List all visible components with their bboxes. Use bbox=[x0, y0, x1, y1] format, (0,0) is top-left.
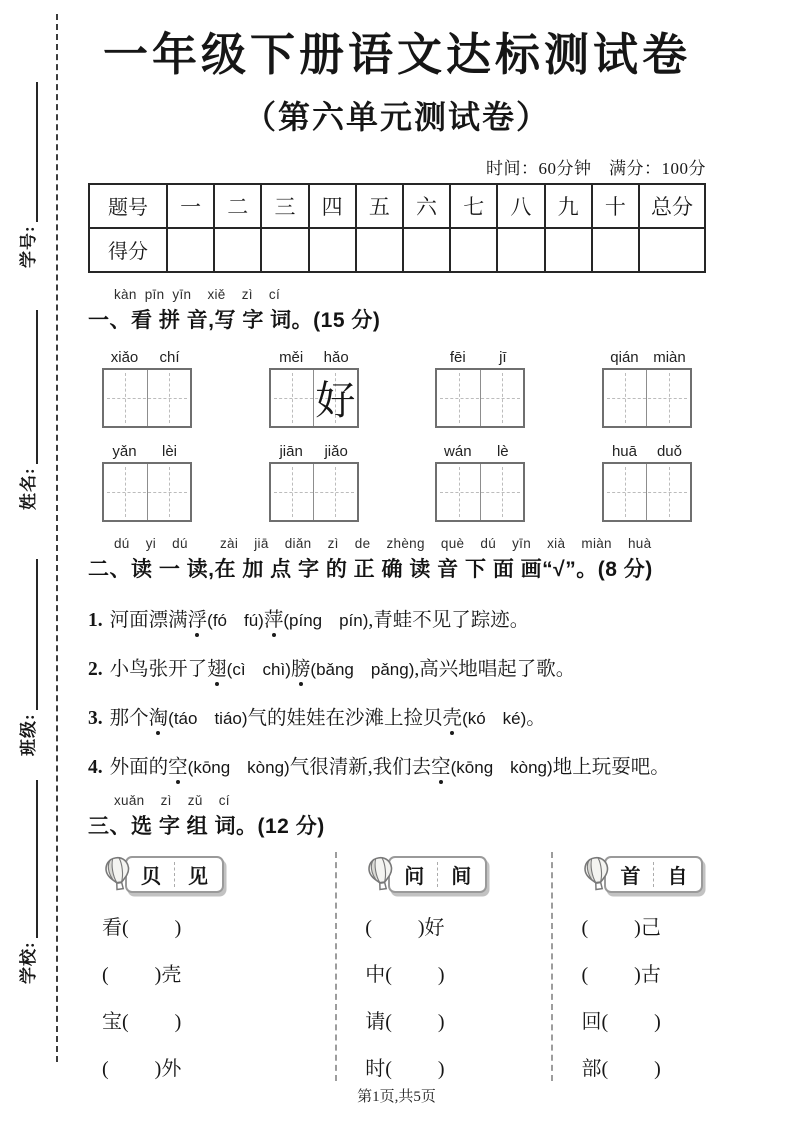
pinyin-syllable: chí bbox=[159, 348, 180, 366]
sentence-text: 外面的 bbox=[109, 756, 169, 778]
sentence bbox=[88, 604, 706, 632]
box-pinyin-label bbox=[602, 349, 692, 366]
sentence-text: 小鸟张开了 bbox=[109, 658, 208, 680]
tag-character: 见 bbox=[188, 865, 208, 888]
pinyin-options: (kōng kòng) bbox=[187, 757, 290, 777]
writing-cell bbox=[104, 464, 147, 520]
tag-character: 首 bbox=[620, 865, 641, 888]
sentence-text: 地上玩耍吧。 bbox=[552, 756, 670, 778]
pinyin-options: (píng pín) bbox=[283, 610, 369, 630]
sentence-list bbox=[88, 604, 706, 779]
tag-box bbox=[388, 856, 487, 893]
pinyin-syllable: huā bbox=[611, 442, 637, 460]
score-column-header: 九 bbox=[545, 184, 592, 228]
pinyin-syllable: duǒ bbox=[656, 442, 682, 460]
score-column-header: 总分 bbox=[639, 184, 705, 228]
box-pinyin-label bbox=[269, 349, 359, 366]
score-label-cell: 得分 bbox=[89, 228, 167, 272]
sidebar-field-label: 学号: bbox=[19, 225, 38, 268]
score-empty-cell bbox=[545, 228, 592, 272]
sidebar-field bbox=[14, 82, 44, 268]
pinyin-options: (fó fú) bbox=[207, 610, 264, 630]
score-column-header: 五 bbox=[356, 184, 403, 228]
box-pinyin-label bbox=[435, 443, 525, 460]
writing-box-row bbox=[88, 443, 706, 522]
pinyin-options: (cì chì) bbox=[226, 659, 291, 679]
writing-cell bbox=[104, 370, 147, 426]
word-groups bbox=[88, 852, 706, 1081]
tag-character: 问 bbox=[404, 865, 425, 888]
sidebar-field-line bbox=[36, 310, 38, 464]
score-column-header: 十 bbox=[592, 184, 639, 228]
writing-box bbox=[269, 462, 359, 522]
sentence bbox=[88, 702, 706, 730]
score-column-header: 三 bbox=[261, 184, 308, 228]
group-tag bbox=[102, 856, 335, 893]
writing-box bbox=[435, 368, 525, 428]
section-1 bbox=[88, 287, 706, 522]
pinyin-syllable: qián bbox=[610, 348, 639, 366]
tag-box bbox=[125, 856, 224, 893]
sentence-text: ,青蛙不见了踪迹。 bbox=[368, 609, 530, 631]
sentence-number: 3. bbox=[88, 707, 103, 729]
score-column-header: 八 bbox=[497, 184, 544, 228]
score-empty-cell bbox=[403, 228, 450, 272]
writing-box-row bbox=[88, 349, 706, 428]
score-column-header: 七 bbox=[450, 184, 497, 228]
item-suffix: 己 bbox=[640, 916, 661, 939]
writing-cell bbox=[313, 370, 357, 426]
writing-cell bbox=[480, 464, 524, 520]
score-empty-cell bbox=[356, 228, 403, 272]
pinyin-syllable: fēi bbox=[449, 348, 466, 366]
item-prefix: 回 bbox=[581, 1010, 602, 1033]
score-empty-cell bbox=[592, 228, 639, 272]
balloon-icon bbox=[100, 854, 137, 894]
pinyin-syllable: xiǎo bbox=[110, 348, 139, 366]
section-2 bbox=[88, 536, 706, 779]
score-column-header: 四 bbox=[309, 184, 356, 228]
word-item: ( )壳 bbox=[102, 963, 182, 986]
item-suffix: 好 bbox=[424, 916, 445, 939]
balloon-icon bbox=[363, 854, 400, 894]
prefilled-character: 好 bbox=[315, 378, 356, 425]
group-tag bbox=[365, 856, 551, 893]
score-table-header-row bbox=[89, 184, 705, 228]
pinyin-options: (kó ké) bbox=[462, 708, 527, 728]
score-column-header: 六 bbox=[403, 184, 450, 228]
page-footer: 第1页,共5页 bbox=[357, 1089, 436, 1105]
sentence-number: 2. bbox=[88, 658, 103, 680]
word-item: ( )好 bbox=[365, 916, 445, 939]
tag-character: 自 bbox=[667, 865, 688, 888]
pinyin-box-unit bbox=[102, 349, 192, 428]
sentence-text: ,高兴地唱起了歌。 bbox=[414, 658, 576, 680]
pinyin-box-unit bbox=[435, 443, 525, 522]
section-2-pinyin: dú yi dú zài jiā diǎn zì de zhèng què dú yīn xià miàn huà bbox=[114, 535, 652, 551]
dotted-character: 淘 bbox=[149, 702, 169, 730]
pinyin-box-unit bbox=[435, 349, 525, 428]
dotted-character: 空 bbox=[168, 751, 188, 779]
box-pinyin-label bbox=[602, 443, 692, 460]
item-prefix: 请 bbox=[365, 1010, 386, 1033]
item-prefix: 时 bbox=[365, 1057, 386, 1080]
sentence-text: 河面漂满 bbox=[109, 609, 188, 631]
dotted-character: 空 bbox=[431, 751, 451, 779]
writing-box-rows bbox=[88, 349, 706, 522]
page-title: 一年级下册语文达标测试卷 bbox=[102, 30, 691, 80]
sentence bbox=[88, 653, 706, 681]
tag-character: 间 bbox=[451, 865, 472, 888]
dotted-character: 翅 bbox=[207, 653, 227, 681]
section-3 bbox=[88, 793, 706, 1081]
sentence-text: 气很清新,我们去 bbox=[289, 756, 432, 778]
section-1-title: 一、看 拼 音,写 字 词。(15 分) bbox=[88, 308, 381, 332]
section-3-pinyin: xuǎn zì zǔ cí bbox=[114, 792, 230, 808]
section-1-pinyin: kàn pīn yīn xiě zì cí bbox=[114, 286, 281, 302]
writing-cell bbox=[271, 464, 314, 520]
score-empty-cell bbox=[214, 228, 261, 272]
sidebar-field-line bbox=[36, 780, 38, 938]
sidebar-field-label: 姓名: bbox=[19, 467, 38, 510]
main-content bbox=[88, 0, 706, 1081]
page-subtitle: （第六单元测试卷） bbox=[243, 98, 550, 135]
writing-cell bbox=[604, 464, 647, 520]
item-suffix: 壳 bbox=[161, 963, 182, 986]
item-suffix: 外 bbox=[161, 1057, 182, 1080]
section-3-title: 三、选 字 组 词。(12 分) bbox=[88, 814, 325, 838]
item-prefix: 中 bbox=[365, 963, 386, 986]
dotted-character: 萍 bbox=[264, 604, 284, 632]
score-empty-cell bbox=[261, 228, 308, 272]
box-pinyin-label bbox=[102, 349, 192, 366]
score-empty-cell bbox=[309, 228, 356, 272]
score-table-corner: 题号 bbox=[89, 184, 167, 228]
pinyin-syllable: hǎo bbox=[323, 348, 349, 366]
score-empty-cell bbox=[167, 228, 214, 272]
writing-box bbox=[269, 368, 359, 428]
item-suffix: 古 bbox=[640, 963, 661, 986]
pinyin-syllable: lè bbox=[496, 442, 509, 460]
writing-cell bbox=[147, 464, 191, 520]
dotted-character: 膀 bbox=[291, 653, 311, 681]
pinyin-options: (bǎng pǎng) bbox=[310, 659, 415, 679]
sidebar-field-label: 班级: bbox=[19, 713, 38, 756]
pinyin-syllable: jiǎo bbox=[324, 442, 348, 460]
tag-character: 贝 bbox=[141, 865, 161, 888]
word-item: ( )己 bbox=[581, 916, 661, 939]
writing-box bbox=[435, 462, 525, 522]
pinyin-options: (kōng kòng) bbox=[450, 757, 553, 777]
score-empty-cell bbox=[639, 228, 705, 272]
pinyin-box-unit bbox=[269, 443, 359, 522]
sentence-number: 1. bbox=[88, 609, 103, 631]
tag-divider bbox=[437, 862, 438, 887]
word-item: 部( ) bbox=[581, 1057, 661, 1080]
item-prefix: 宝 bbox=[102, 1010, 122, 1033]
word-item: ( )外 bbox=[102, 1057, 182, 1080]
item-prefix: 部 bbox=[581, 1057, 602, 1080]
score-table bbox=[88, 183, 706, 273]
score-column-header: 二 bbox=[214, 184, 261, 228]
group-tag bbox=[581, 856, 706, 893]
box-pinyin-label bbox=[435, 349, 525, 366]
pinyin-box-unit bbox=[269, 349, 359, 428]
pinyin-box-unit bbox=[102, 443, 192, 522]
box-pinyin-label bbox=[102, 443, 192, 460]
word-group bbox=[335, 852, 551, 1081]
word-item: 宝( ) bbox=[102, 1010, 182, 1033]
sidebar-field-line bbox=[36, 82, 38, 222]
word-item: 中( ) bbox=[365, 963, 445, 986]
pinyin-options: (táo tiáo) bbox=[168, 708, 248, 728]
word-item: 回( ) bbox=[581, 1010, 661, 1033]
sidebar-field bbox=[14, 310, 44, 510]
sentence-text: 。 bbox=[526, 707, 546, 729]
sidebar-field-line bbox=[36, 559, 38, 710]
writing-cell bbox=[271, 370, 314, 426]
item-prefix: 看 bbox=[102, 916, 122, 939]
sentence-number: 4. bbox=[88, 756, 103, 778]
tag-divider bbox=[653, 862, 654, 887]
word-group bbox=[88, 852, 335, 1081]
writing-cell bbox=[437, 464, 480, 520]
word-item: 请( ) bbox=[365, 1010, 445, 1033]
pinyin-syllable: yǎn bbox=[112, 442, 137, 460]
score-empty-cell bbox=[497, 228, 544, 272]
dotted-character: 浮 bbox=[188, 604, 208, 632]
sidebar-field bbox=[14, 559, 44, 756]
writing-box bbox=[102, 368, 192, 428]
word-item: ( )古 bbox=[581, 963, 661, 986]
pinyin-box-unit bbox=[602, 349, 692, 428]
exam-meta: 时间：60分钟 满分：100分 bbox=[486, 158, 706, 178]
pinyin-syllable: jī bbox=[499, 348, 507, 366]
pinyin-syllable: měi bbox=[279, 348, 304, 366]
word-item: 时( ) bbox=[365, 1057, 445, 1080]
writing-cell bbox=[147, 370, 191, 426]
writing-box bbox=[602, 462, 692, 522]
writing-box bbox=[102, 462, 192, 522]
pinyin-syllable: wán bbox=[444, 442, 472, 460]
score-column-header: 一 bbox=[167, 184, 214, 228]
tag-box bbox=[604, 856, 703, 893]
score-table-score-row bbox=[89, 228, 705, 272]
sentence-text: 气的娃娃在沙滩上捡贝 bbox=[247, 707, 443, 729]
sidebar-field-label: 学校: bbox=[19, 941, 38, 984]
fold-dashed-line bbox=[56, 14, 58, 1062]
writing-cell bbox=[646, 464, 690, 520]
balloon-icon bbox=[579, 854, 616, 894]
pinyin-syllable: jiān bbox=[279, 442, 303, 460]
sentence bbox=[88, 751, 706, 779]
writing-cell bbox=[646, 370, 690, 426]
writing-cell bbox=[604, 370, 647, 426]
box-pinyin-label bbox=[269, 443, 359, 460]
pinyin-syllable: lèi bbox=[161, 442, 177, 460]
sentence-text: 那个 bbox=[109, 707, 149, 729]
score-empty-cell bbox=[450, 228, 497, 272]
writing-box bbox=[602, 368, 692, 428]
sidebar-field bbox=[14, 780, 44, 984]
section-2-title: 二、读 一 读,在 加 点 字 的 正 确 读 音 下 面 画“√”。(8 分) bbox=[88, 557, 653, 581]
word-group bbox=[551, 852, 706, 1081]
pinyin-box-unit bbox=[602, 443, 692, 522]
tag-divider bbox=[174, 862, 175, 887]
pinyin-syllable: miàn bbox=[653, 348, 686, 366]
writing-cell bbox=[437, 370, 480, 426]
word-item: 看( ) bbox=[102, 916, 182, 939]
writing-cell bbox=[480, 370, 524, 426]
writing-cell bbox=[313, 464, 357, 520]
dotted-character: 壳 bbox=[443, 702, 463, 730]
